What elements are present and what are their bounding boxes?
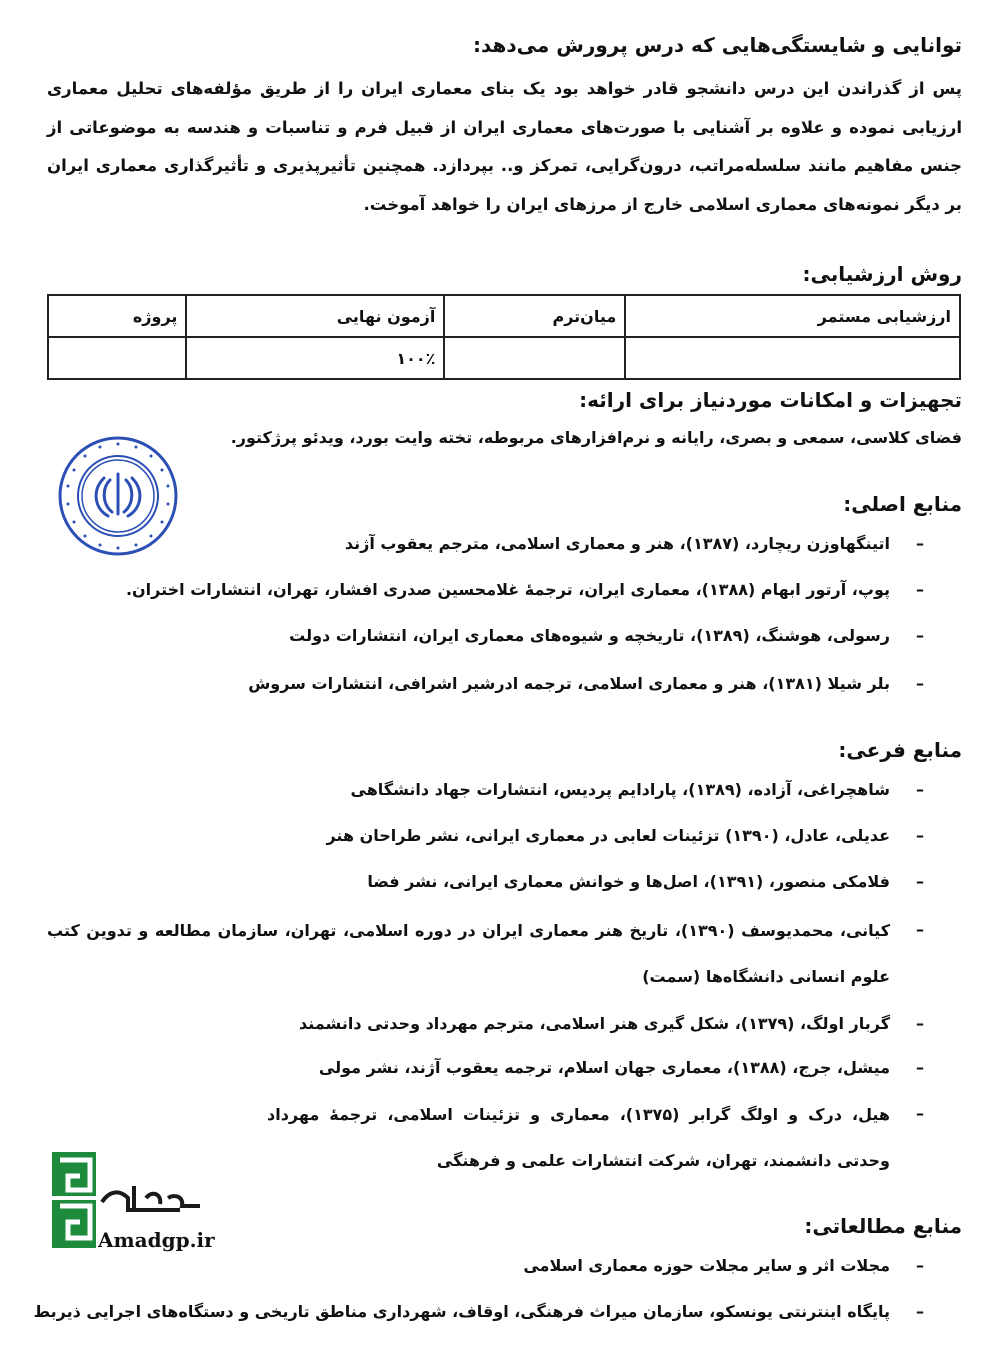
study-sources-heading: منابع مطالعاتی: <box>804 1214 962 1238</box>
eval-value-project <box>48 337 186 379</box>
secondary-source-text: شاهچراغی، آزاده، (۱۳۸۹)، پارادایم پردیس، انتشارات جهاد دانشگاهی <box>350 780 890 799</box>
bullet-dash: – <box>916 626 924 645</box>
secondary-source-text: گربار اولگ، (۱۳۷۹)، شکل گیری هنر اسلامی، مترجم مهرداد وحدتی دانشمند <box>299 1014 890 1033</box>
bullet-dash: – <box>916 674 924 693</box>
study-source-text: پایگاه اینترنتی یونسکو، سازمان میراث فرهنگی، اوقاف، شهرداری مناطق تاریخی و دستگاه‌های اجرایی ذیربط <box>33 1302 890 1321</box>
eval-value-final: ۱۰۰٪ <box>186 337 444 379</box>
bullet-dash: – <box>916 780 924 799</box>
bullet-dash: – <box>916 920 924 939</box>
main-source-text: پوپ، آرتور ابهام (۱۳۸۸)، معماری ایران، ترجمهٔ غلامحسین صدری افشار، تهران، انتشارات اختران. <box>125 580 890 599</box>
eval-value-continuous <box>625 337 960 379</box>
bullet-dash: – <box>916 872 924 891</box>
equipment-heading: تجهیزات و امکانات موردنیاز برای ارائه: <box>579 388 962 412</box>
secondary-source-text: هیل، درک و اولگ گرابر (۱۳۷۵)، معماری و تزئینات اسلامی، ترجمهٔ مهرداد وحدتی دانشمند، تهران، شرکت انتشارات علمی و فرهنگی <box>267 1105 891 1170</box>
secondary-source-text: کیانی، محمدیوسف (۱۳۹۰)، تاریخ هنر معماری ایران در دوره اسلامی، تهران، سازمان مطالعه و تدوین کتب علوم انسانی دانشگاه‌ها (سمت) <box>47 921 890 986</box>
eval-header-continuous: ارزشیابی مستمر <box>625 295 960 337</box>
skills-paragraph: پس از گذراندن این درس دانشجو قادر خواهد بود یک بنای معماری ایران را از طریق مؤلفه‌های تحلیل معماری ارزیابی نموده و علاوه بر آشنایی با صورت‌های معماری ایران از قبیل فرم و تناسبات و هندسه به موضوعاتی از جنس مفاهیم مانند سلسله‌مراتب، درون‌گرایی، تمرکز و.. بپردازد. همچنین تأثیرپذیری و تأثیرگذاری معماری ایران بر دیگر نمونه‌های معماری اسلامی خارج از مرزهای ایران را خواهد آموخت. <box>47 79 962 214</box>
bullet-dash: – <box>916 1302 924 1321</box>
eval-header-midterm: میان‌ترم <box>444 295 625 337</box>
bullet-dash: – <box>916 1014 924 1033</box>
main-source-text: اتینگهاوزن ریچارد، (۱۳۸۷)، هنر و معماری اسلامی، مترجم یعقوب آژند <box>344 534 890 553</box>
main-source-text: بلر شیلا (۱۳۸۱)، هنر و معماری اسلامی، ترجمه ادرشیر اشرافی، انتشارات سروش <box>248 674 890 693</box>
site-url: Amadgp.ir <box>98 1228 215 1252</box>
evaluation-heading: روش ارزشیابی: <box>802 262 962 286</box>
secondary-source-text: میشل، جرج، (۱۳۸۸)، معماری جهان اسلام، ترجمه یعقوب آژند، نشر مولی <box>318 1058 890 1077</box>
skills-heading: توانایی و شایستگی‌هایی که درس پرورش می‌دهد: <box>473 33 962 57</box>
study-source-text: مجلات اثر و سایر مجلات حوزه معماری اسلامی <box>523 1256 890 1275</box>
evaluation-values-row <box>48 337 960 379</box>
secondary-sources-heading: منابع فرعی: <box>838 738 962 762</box>
main-source-text: رسولی، هوشنگ، (۱۳۸۹)، تاریخچه و شیوه‌های معماری ایران، انتشارات دولت <box>289 626 890 645</box>
eval-value-midterm <box>444 337 625 379</box>
official-stamp-icon <box>56 434 180 558</box>
secondary-source-text: فلامکی منصور، (۱۳۹۱)، اصل‌ها و خوانش معماری ایرانی، نشر فضا <box>367 872 890 891</box>
bullet-dash: – <box>916 1256 924 1275</box>
bullet-dash: – <box>916 580 924 599</box>
bullet-dash: – <box>916 1058 924 1077</box>
bullet-dash: – <box>916 1104 924 1123</box>
evaluation-table <box>47 294 961 380</box>
main-sources-heading: منابع اصلی: <box>843 492 962 516</box>
eval-header-final: آزمون نهایی <box>186 295 444 337</box>
bullet-dash: – <box>916 534 924 553</box>
bullet-dash: – <box>916 826 924 845</box>
eval-header-project: پروژه <box>48 295 186 337</box>
equipment-text: فضای کلاسی، سمعی و بصری، رایانه و نرم‌افزارهای مربوطه، تخته وایت بورد، ویدئو پرژکتور. <box>230 428 962 447</box>
evaluation-header-row <box>48 295 960 337</box>
secondary-source-text: عدیلی، عادل، (۱۳۹۰) تزئینات لعابی در معماری ایرانی، نشر طراحان هنر <box>326 826 890 845</box>
